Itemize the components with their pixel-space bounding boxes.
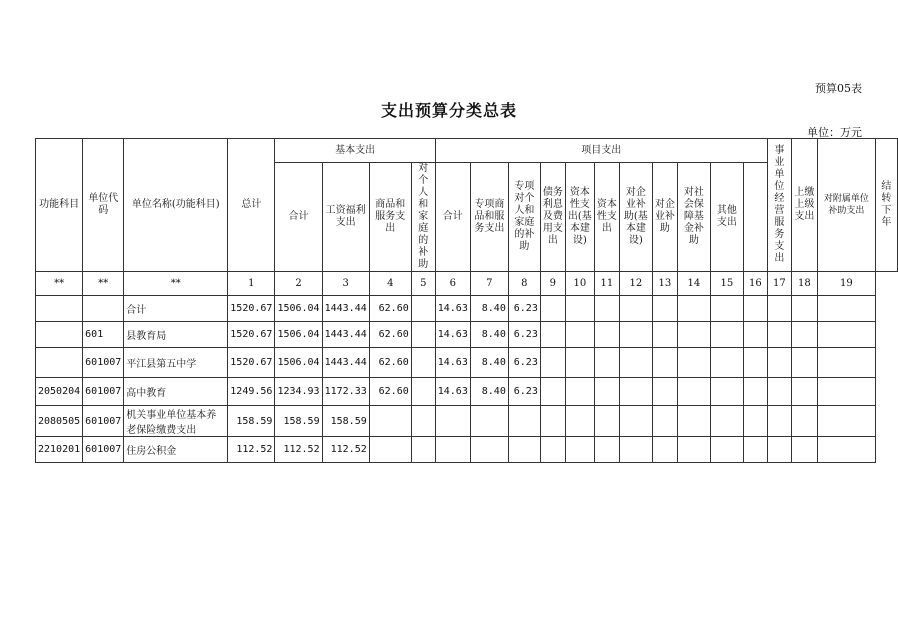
column-index-cell: 6: [435, 272, 470, 296]
value-cell: [619, 322, 652, 348]
value-cell: [743, 322, 767, 348]
func-subject-cell: [36, 348, 83, 378]
value-cell: [743, 348, 767, 378]
value-cell: [540, 406, 565, 437]
unit-name-cell: 机关事业单位基本养老保险缴费支出: [124, 406, 228, 437]
value-cell: [652, 437, 677, 463]
value-cell: [710, 348, 743, 378]
value-cell: [817, 296, 875, 322]
value-cell: [594, 406, 619, 437]
header-project-expenditure: 项目支出: [435, 139, 767, 163]
value-cell: 158.59: [228, 406, 275, 437]
header-basic-salary: 工资福利支出: [322, 163, 369, 272]
column-index-cell: 19: [817, 272, 875, 296]
value-cell: [619, 348, 652, 378]
table-row: [36, 406, 898, 437]
header-carry-over: 结转下年: [875, 139, 897, 272]
column-index-cell: 18: [791, 272, 817, 296]
value-cell: 62.60: [369, 296, 411, 322]
header-biz-service: 事业单位经营服务支出: [767, 139, 791, 272]
unit-name-cell: 高中教育: [124, 378, 228, 406]
value-cell: [508, 406, 540, 437]
func-subject-cell: 2080505: [36, 406, 83, 437]
value-cell: [508, 437, 540, 463]
form-number: 预算05表: [815, 82, 862, 95]
header-project-social: 对社会保障基金补助: [677, 163, 710, 272]
value-cell: 6.23: [508, 322, 540, 348]
value-cell: [710, 296, 743, 322]
header-unit-name: 单位名称(功能科目): [124, 139, 228, 272]
value-cell: 1520.67: [228, 296, 275, 322]
value-cell: [411, 296, 435, 322]
value-cell: [411, 437, 435, 463]
value-cell: [594, 322, 619, 348]
value-cell: [565, 378, 594, 406]
value-cell: [652, 322, 677, 348]
value-cell: 1506.04: [275, 296, 322, 322]
value-cell: [791, 378, 817, 406]
value-cell: 1506.04: [275, 348, 322, 378]
header-func-subject: 功能科目: [36, 139, 83, 272]
value-cell: 1234.93: [275, 378, 322, 406]
header-project-personal: 专项对个人和家庭的补助: [508, 163, 540, 272]
column-index-cell: **: [36, 272, 83, 296]
value-cell: 62.60: [369, 348, 411, 378]
value-cell: 14.63: [435, 296, 470, 322]
value-cell: [767, 378, 791, 406]
value-cell: [817, 348, 875, 378]
value-cell: 6.23: [508, 378, 540, 406]
unit-name-cell: 平江县第五中学: [124, 348, 228, 378]
unit-code-cell: 601007: [83, 437, 124, 463]
column-index-cell: 14: [677, 272, 710, 296]
value-cell: [565, 406, 594, 437]
unit-code-cell: [83, 296, 124, 322]
value-cell: [817, 406, 875, 437]
value-cell: [743, 406, 767, 437]
value-cell: [677, 437, 710, 463]
value-cell: [677, 378, 710, 406]
header-unit-code: 单位代码: [83, 139, 124, 272]
value-cell: [710, 322, 743, 348]
value-cell: [652, 406, 677, 437]
value-cell: [470, 437, 508, 463]
value-cell: [767, 437, 791, 463]
func-subject-cell: 2050204: [36, 378, 83, 406]
value-cell: 8.40: [470, 348, 508, 378]
header-project-total: 合计: [435, 163, 470, 272]
unit-code-cell: 601007: [83, 406, 124, 437]
value-cell: 1520.67: [228, 348, 275, 378]
value-cell: [677, 296, 710, 322]
column-index-row: [36, 272, 898, 296]
value-cell: [594, 296, 619, 322]
header-project-capital-basic: 资本性支出(基本建设): [565, 163, 594, 272]
value-cell: [767, 406, 791, 437]
value-cell: [791, 322, 817, 348]
unit-name-cell: 住房公积金: [124, 437, 228, 463]
value-cell: 8.40: [470, 296, 508, 322]
value-cell: 1443.44: [322, 348, 369, 378]
value-cell: 6.23: [508, 348, 540, 378]
table-body: [36, 296, 898, 463]
value-cell: [540, 322, 565, 348]
header-project-capital: 资本性支出: [594, 163, 619, 272]
unit-code-cell: 601007: [83, 378, 124, 406]
value-cell: [565, 348, 594, 378]
value-cell: 1249.56: [228, 378, 275, 406]
header-total: 总计: [228, 139, 275, 272]
value-cell: [743, 437, 767, 463]
value-cell: [619, 378, 652, 406]
value-cell: 158.59: [275, 406, 322, 437]
column-index-cell: 12: [619, 272, 652, 296]
column-index-cell: 5: [411, 272, 435, 296]
value-cell: [435, 406, 470, 437]
value-cell: [767, 296, 791, 322]
value-cell: [594, 378, 619, 406]
value-cell: [594, 348, 619, 378]
table-row: [36, 437, 898, 463]
func-subject-cell: [36, 322, 83, 348]
header-project-other: 其他支出: [710, 163, 743, 272]
value-cell: 14.63: [435, 322, 470, 348]
value-cell: [565, 296, 594, 322]
header-project-enterprise: 对企业补助: [652, 163, 677, 272]
func-subject-cell: [36, 296, 83, 322]
value-cell: [540, 296, 565, 322]
value-cell: [791, 406, 817, 437]
value-cell: [743, 296, 767, 322]
unit-code-cell: 601007: [83, 348, 124, 378]
column-index-cell: 1: [228, 272, 275, 296]
unit-name-cell: 县教育局: [124, 322, 228, 348]
value-cell: [791, 437, 817, 463]
func-subject-cell: 2210201: [36, 437, 83, 463]
value-cell: [677, 322, 710, 348]
value-cell: 62.60: [369, 378, 411, 406]
value-cell: 14.63: [435, 378, 470, 406]
column-index-cell: 3: [322, 272, 369, 296]
value-cell: [767, 322, 791, 348]
value-cell: [817, 437, 875, 463]
value-cell: 6.23: [508, 296, 540, 322]
column-index-cell: 7: [470, 272, 508, 296]
value-cell: 112.52: [275, 437, 322, 463]
value-cell: [710, 406, 743, 437]
unit-code-cell: 601: [83, 322, 124, 348]
table-row: [36, 296, 898, 322]
unit-label: 单位：万元: [807, 126, 862, 139]
column-index-cell: 13: [652, 272, 677, 296]
value-cell: 8.40: [470, 322, 508, 348]
value-cell: [743, 378, 767, 406]
value-cell: [791, 296, 817, 322]
value-cell: [540, 378, 565, 406]
table-row: [36, 348, 898, 378]
column-index-cell: 10: [565, 272, 594, 296]
value-cell: [540, 348, 565, 378]
value-cell: [817, 322, 875, 348]
page-title: 支出预算分类总表: [380, 101, 517, 120]
header-basic-total: 合计: [275, 163, 322, 272]
value-cell: [677, 406, 710, 437]
value-cell: [594, 437, 619, 463]
column-index-cell: 4: [369, 272, 411, 296]
value-cell: [652, 378, 677, 406]
column-index-cell: 11: [594, 272, 619, 296]
value-cell: 14.63: [435, 348, 470, 378]
value-cell: [369, 406, 411, 437]
column-index-cell: 15: [710, 272, 743, 296]
header-basic-expenditure: 基本支出: [275, 139, 435, 163]
value-cell: 112.52: [322, 437, 369, 463]
value-cell: 158.59: [322, 406, 369, 437]
value-cell: 1506.04: [275, 322, 322, 348]
value-cell: 62.60: [369, 322, 411, 348]
value-cell: [540, 437, 565, 463]
header-basic-personal: 对个人和家庭的补助: [411, 163, 435, 272]
value-cell: [565, 322, 594, 348]
value-cell: [710, 437, 743, 463]
value-cell: [411, 406, 435, 437]
header-row-1: [36, 139, 898, 163]
column-index-cell: **: [124, 272, 228, 296]
value-cell: [677, 348, 710, 378]
value-cell: [619, 296, 652, 322]
value-cell: [411, 378, 435, 406]
column-index-cell: **: [83, 272, 124, 296]
header-upper-pay: 上缴上级支出: [791, 139, 817, 272]
column-index-cell: 2: [275, 272, 322, 296]
header-basic-goods: 商品和服务支出: [369, 163, 411, 272]
value-cell: [652, 296, 677, 322]
value-cell: [710, 378, 743, 406]
unit-name-cell: 合计: [124, 296, 228, 322]
value-cell: [565, 437, 594, 463]
value-cell: [619, 406, 652, 437]
value-cell: [470, 406, 508, 437]
value-cell: 1443.44: [322, 322, 369, 348]
value-cell: [411, 348, 435, 378]
table-row: [36, 322, 898, 348]
header-affiliate: 对附属单位补助支出: [817, 139, 875, 272]
value-cell: [652, 348, 677, 378]
value-cell: [411, 322, 435, 348]
value-cell: [767, 348, 791, 378]
budget-table: [35, 138, 898, 463]
value-cell: [817, 378, 875, 406]
value-cell: [791, 348, 817, 378]
value-cell: 8.40: [470, 378, 508, 406]
value-cell: [369, 437, 411, 463]
column-index-cell: 17: [767, 272, 791, 296]
value-cell: [435, 437, 470, 463]
value-cell: 112.52: [228, 437, 275, 463]
header-project-enterprise-basic: 对企业补助(基本建设): [619, 163, 652, 272]
value-cell: 1443.44: [322, 296, 369, 322]
value-cell: [619, 437, 652, 463]
value-cell: 1520.67: [228, 322, 275, 348]
table-row: [36, 378, 898, 406]
value-cell: 1172.33: [322, 378, 369, 406]
header-project-debt: 债务利息及费用支出: [540, 163, 565, 272]
column-index-cell: 8: [508, 272, 540, 296]
column-index-cell: 9: [540, 272, 565, 296]
column-index-cell: 16: [743, 272, 767, 296]
header-project-goods: 专项商品和服务支出: [470, 163, 508, 272]
